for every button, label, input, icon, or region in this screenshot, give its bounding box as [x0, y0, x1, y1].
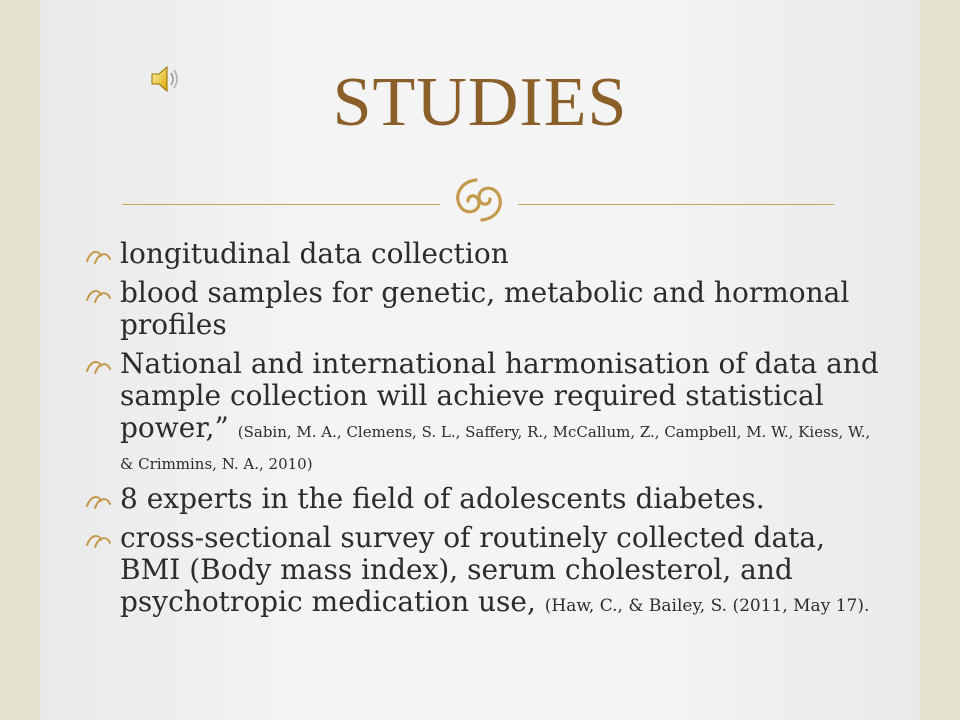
list-item — [82, 277, 882, 341]
list-item — [82, 348, 882, 476]
bullet-text: 8 experts in the field of adolescents diabetes. — [120, 482, 765, 515]
bullet-text: longitudinal data collection — [120, 237, 509, 270]
citation: (Haw, C., & Bailey, S. (2011, May 17). — [544, 596, 870, 616]
decorative-ornament-icon — [446, 174, 512, 226]
bullet-list — [82, 238, 882, 625]
hand-bullet-icon — [84, 246, 114, 266]
title-divider-left — [122, 204, 440, 205]
hand-bullet-icon — [84, 530, 114, 550]
bullet-text: National and international harmonisation of data and sample collection will achieve required statistical power,” — [120, 347, 879, 444]
list-item — [82, 483, 882, 515]
hand-bullet-icon — [84, 285, 114, 305]
hand-bullet-icon — [84, 491, 114, 511]
title-divider-right — [518, 204, 834, 205]
bullet-text: blood samples for genetic, metabolic and hormonal profiles — [120, 276, 850, 341]
bullet-text: cross-sectional survey of routinely collected data, BMI (Body mass index), serum cholesterol, and psychotropic medication use, — [120, 521, 825, 618]
slide-title: STUDIES — [332, 64, 628, 141]
citation: (Sabin, M. A., Clemens, S. L., Saffery, R., McCallum, Z., Campbell, M. W., Kiess, W., & Crimmins, N. A., 2010) — [120, 423, 871, 473]
list-item — [82, 238, 882, 270]
list-item — [82, 522, 882, 618]
hand-bullet-icon — [84, 356, 114, 376]
